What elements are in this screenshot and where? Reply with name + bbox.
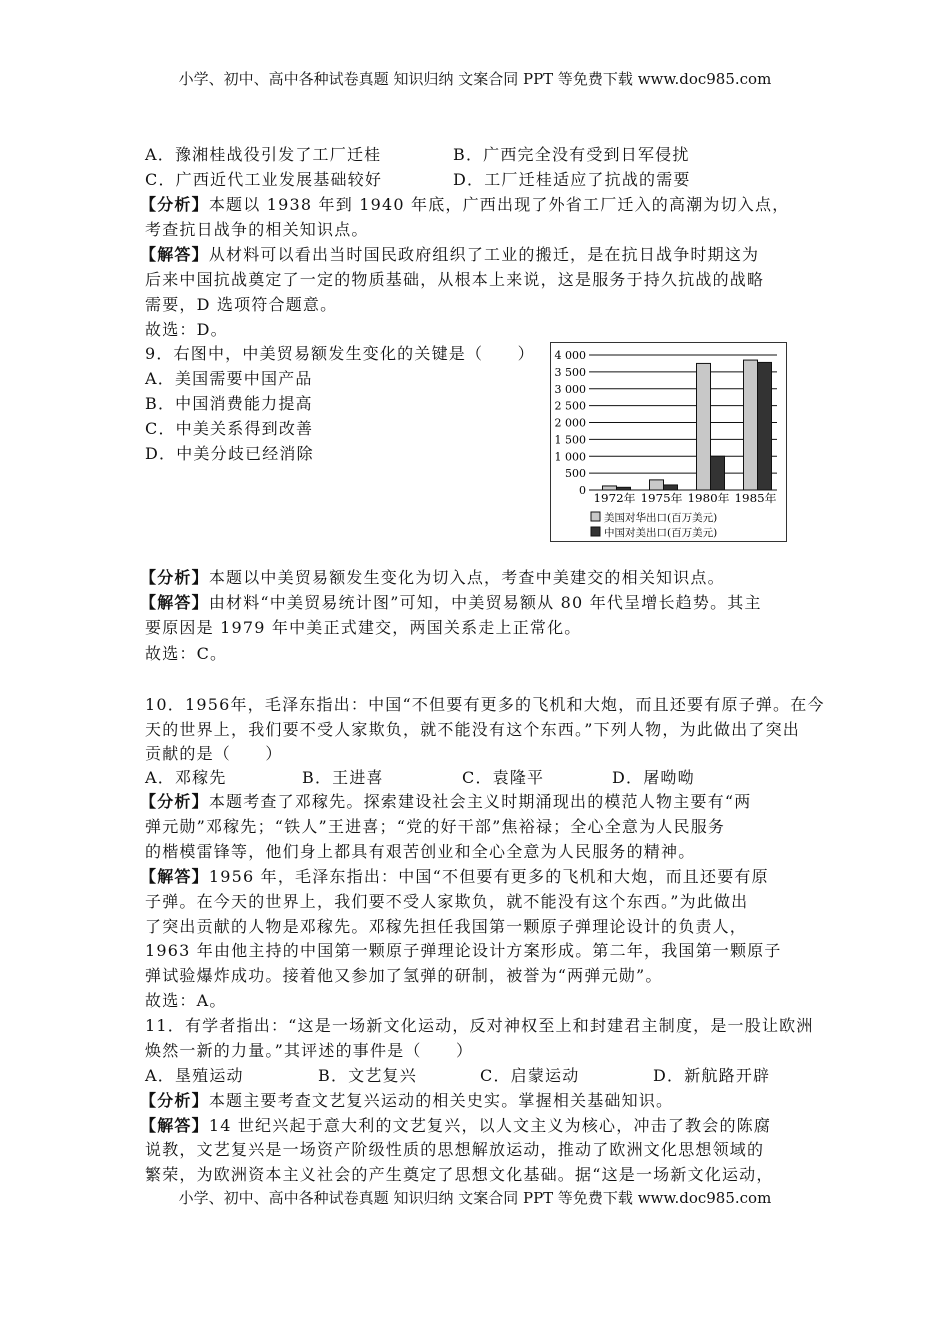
analysis-tag: 【分析】 [140,1091,209,1110]
y-tick-label: 0 [579,484,586,497]
q9-option-c: C．中美关系得到改善 [145,419,314,438]
q9-option-b: B．中国消费能力提高 [145,394,313,413]
q10-option-c: C．袁隆平 [462,768,545,787]
q9-analysis [140,568,725,588]
q11-option-b: B．文艺复兴 [318,1066,417,1085]
y-tick-label: 2 000 [554,416,586,430]
trade-bar-chart [550,342,787,542]
q10-option-d: D．屠呦呦 [612,768,695,787]
q9-stem: 9．右图中，中美贸易额发生变化的关键是（ ） [145,344,535,363]
legend-label: 中国对美出口(百万美元) [604,527,718,539]
q10-option-a: A．邓稼先 [145,768,227,787]
q10-choice: 故选：A。 [145,991,227,1010]
text: 本题考查了邓稼先。探索建设社会主义时期涌现出的模范人物主要有“两 [208,792,752,811]
bar-us-export [603,486,617,490]
y-tick-label: 3 000 [554,382,586,396]
q8-option-d: D．工厂迁桂适应了抗战的需要 [453,170,691,189]
text: 由材料“中美贸易统计图”可知，中美贸易额从 80 年代呈增长趋势。其主 [208,593,762,612]
bar-china-export [617,487,631,490]
q8-option-b: B．广西完全没有受到日军侵扰 [453,145,690,164]
answer-tag: 【解答】 [140,867,209,886]
y-tick-label: 4 000 [554,349,586,362]
q11-stem-1: 11．有学者指出：“这是一场新文化运动，反对神权至上和封建君主制度，是一股让欧洲 [145,1016,814,1035]
q10-analysis [140,792,751,812]
q9-option-a: A．美国需要中国产品 [145,369,313,388]
q10-answer-3: 了突出贡献的人物是邓稼先。邓稼先担任我国第一颗原子弹理论设计的负责人， [145,917,748,936]
q10-answer [140,867,769,887]
x-tick-label: 1985年 [734,492,774,505]
x-tick-label: 1972年 [593,492,633,505]
q11-stem-2: 焕然一新的力量。”其评述的事件是（ ） [145,1041,474,1060]
q8-answer-3: 需要，D 选项符合题意。 [145,295,338,314]
text: 本题主要考查文艺复兴运动的相关史实。掌握相关基础知识。 [208,1091,674,1110]
q8-option-a: A．豫湘桂战役引发了工厂迁桂 [145,145,382,164]
q10-analysis-2: 弹元勋”邓稼先；“铁人”王进喜；“党的好干部”焦裕禄；全心全意为人民服务 [145,817,726,836]
q11-answer-3: 繁荣，为欧洲资本主义社会的产生奠定了思想文化基础。据“这是一场新文化运动， [145,1165,774,1184]
q11-option-c: C．启蒙运动 [480,1066,580,1085]
analysis-tag: 【分析】 [140,195,209,214]
q11-analysis [140,1091,673,1111]
bar-china-export [664,485,678,490]
bar-china-export [758,362,772,490]
text: 14 世纪兴起于意大利的文艺复兴，以人文主义为核心，冲击了教会的陈腐 [208,1116,772,1135]
q10-option-b: B．王进喜 [302,768,384,787]
text: 1956 年，毛泽东指出：中国“不但要有更多的飞机和大炮，而且还要有原 [208,867,769,886]
q10-stem-1: 10．1956年，毛泽东指出：中国“不但要有更多的飞机和大炮，而且还要有原子弹。在今 [145,695,825,714]
q10-answer-4: 1963 年由他主持的中国第一颗原子弹理论设计方案形成。第二年，我国第一颗原子 [145,941,782,960]
y-tick-label: 1 000 [554,450,586,464]
answer-tag: 【解答】 [140,593,209,612]
q11-answer-2: 说教，文艺复兴是一场资产阶级性质的思想解放运动，推动了欧洲文化思想领域的 [145,1140,765,1159]
text: 本题以 1938 年到 1940 年底，广西出现了外省工厂迁入的高潮为切入点， [208,195,790,214]
legend-swatch [591,527,600,536]
q9-choice: 故选：C。 [145,644,228,663]
q8-analysis [140,195,789,215]
legend-swatch [591,512,600,521]
q10-analysis-3: 的楷模雷锋等，他们身上都具有艰苦创业和全心全意为人民服务的精神。 [145,842,696,861]
q8-answer [140,245,759,265]
bar-china-export [711,456,725,490]
q8-choice: 故选：D。 [145,320,228,339]
q10-answer-5: 弹试验爆炸成功。接着他又参加了氢弹的研制，被誉为“两弹元勋”。 [145,966,663,985]
answer-tag: 【解答】 [140,245,209,264]
page-footer: 小学、初中、高中各种试卷真题 知识归纳 文案合同 PPT 等免费下载 www.doc985.com [178,1189,772,1207]
q11-option-d: D．新航路开辟 [653,1066,771,1085]
answer-tag: 【解答】 [140,1116,209,1135]
y-tick-label: 500 [565,467,586,481]
analysis-tag: 【分析】 [140,568,209,587]
analysis-tag: 【分析】 [140,792,209,811]
y-tick-label: 2 500 [554,399,586,413]
q9-answer [140,593,762,613]
bar-us-export [697,363,711,490]
legend-label: 美国对华出口(百万美元) [604,512,718,524]
bar-us-export [650,480,664,490]
q11-answer [140,1116,771,1136]
q9-answer-2: 要原因是 1979 年中美正式建交，两国关系走上正常化。 [145,618,582,637]
q8-answer-2: 后来中国抗战奠定了一定的物质基础，从根本上来说，这是服务于持久抗战的战略 [145,270,765,289]
x-tick-label: 1980年 [687,492,727,505]
q8-analysis-2: 考查抗日战争的相关知识点。 [145,220,369,239]
x-tick-label: 1975年 [640,492,680,505]
q10-answer-2: 子弹。在今天的世界上，我们要不受人家欺负，就不能没有这个东西。”为此做出 [145,892,749,911]
q10-stem-3: 贡献的是（ ） [145,744,283,763]
text: 本题以中美贸易额发生变化为切入点，考查中美建交的相关知识点。 [208,568,725,587]
q10-stem-2: 天的世界上，我们要不受人家欺负，就不能没有这个东西。”下列人物，为此做出了突出 [145,720,800,739]
y-tick-label: 1 500 [554,433,586,447]
q8-option-c: C．广西近代工业发展基础较好 [145,170,383,189]
bar-us-export [744,360,758,490]
text: 从材料可以看出当时国民政府组织了工业的搬迁，是在抗日战争时期这为 [208,245,760,264]
q11-option-a: A．垦殖运动 [145,1066,244,1085]
page-header: 小学、初中、高中各种试卷真题 知识归纳 文案合同 PPT 等免费下载 www.doc985.com [178,70,772,88]
y-tick-label: 3 500 [554,365,586,379]
q9-option-d: D．中美分歧已经消除 [145,444,314,463]
